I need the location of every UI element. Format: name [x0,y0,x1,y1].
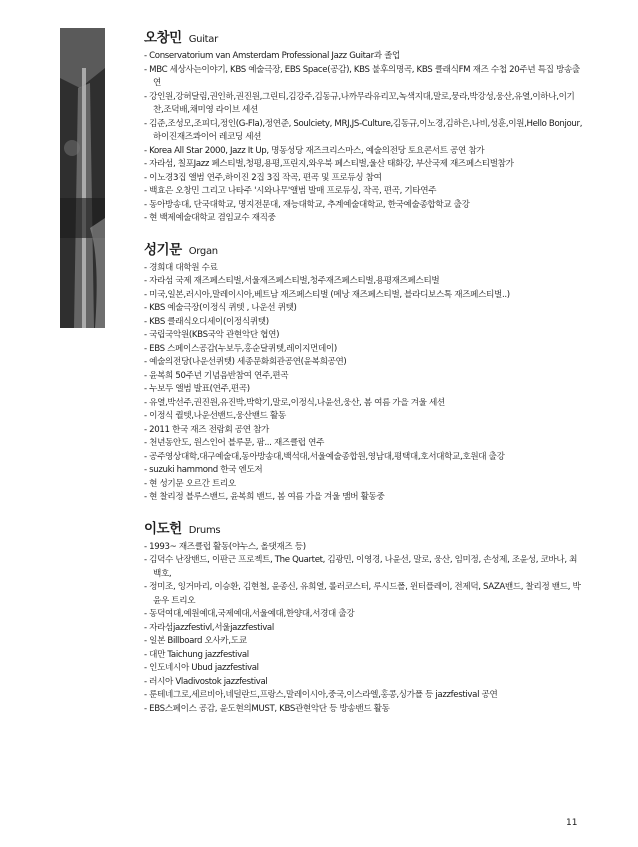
musician-section-drums [144,519,584,717]
musician-role: Organ [188,245,218,257]
musician-heading [144,240,584,261]
musician-list [144,28,584,730]
career-item: - suzuki hammond 한국 엔도저 [144,464,584,478]
career-item: - 자라섬jazzfestivl,서울jazzfestival [144,622,584,636]
career-item: - 천년동안도, 원스인어 블루문, 팜... 재즈클럽 연주 [144,437,584,451]
career-item: - KBS 예술극장(이정식 퀴텟 , 나운선 퀴텟) [144,302,584,316]
career-item: - 일본 Billboard 오사카,도쿄 [144,635,584,649]
career-item: - 공주영상대학,대구예술대,동아방송대,백석대,서울예술종합원,영남대,평택대,호서대학교,호원대 출강 [144,451,584,465]
career-item: - EBS스페이스 공감, 윤도현의MUST, KBS관현악단 등 방송밴드 활동 [144,703,584,717]
career-item: - Conservatorium van Amsterdam Professional Jazz Guitar과 졸업 [144,50,584,64]
career-item: - 누보두 앨범 발표(연주,편곡) [144,383,584,397]
career-item: - 국립국악원(KBS국악 관현악단 협연) [144,329,584,343]
guitar-photo-illustration [60,28,105,328]
career-item: - 예술의전당(나운선퀴텟) 세종문화회관공연(윤복희공연) [144,356,584,370]
career-item: - 유열,박선주,권진원,유진박,박학기,말로,이정식,나윤선,웅산, 봄 여름 가을 겨울 세션 [144,397,584,411]
career-item: - 룬테네그로,세르비아,네덜란드,프랑스,말레이시아,중국,이스라엘,홍콩,싱가폴 등 jazzfestival 공연 [144,689,584,703]
musician-heading [144,28,584,49]
page-number: 11 [566,818,578,828]
career-item: - 대만 Taichung jazzfestival [144,649,584,663]
musician-heading [144,519,584,540]
career-item: - 인도네시아 Ubud jazzfestival [144,662,584,676]
career-item: - 동덕여대,예원예대,국제예대,서울예대,한양대,서경대 출강 [144,608,584,622]
musician-name: 오창민 [144,30,182,46]
career-item: - 정미조, 잉거마리, 이승환, 김현철, 윤종신, 유희열, 롤러코스터, 루시드폴, 윈터플레이, 전제덕, SAZA밴드, 찰리정 밴드, 박윤우 트리오 [144,581,584,608]
career-item: - 이정식 퀄텟,나운선밴드,웅산밴드 활동 [144,410,584,424]
career-item: - 1993~ 재즈클럽 활동(야누스, 올댓재즈 등) [144,541,584,555]
career-item: - 김덕수 난장밴드, 이판근 프로젝트, The Quartet, 김광민, 이영경, 나윤선, 말로, 웅산, 임미정, 손성제, 조윤성, 코바나, 최백호, [144,554,584,581]
musician-role: Guitar [188,34,218,45]
musician-section-organ [144,240,584,505]
career-item: - 경희대 대학원 수료 [144,262,584,276]
career-item: - MBC 세상사는이야기, KBS 예술극장, EBS Space(공감), KBS 불후의명곡, KBS 클래식FM 재즈 수첩 20주년 특집 방송출연 [144,64,584,91]
career-item: - 동아방송대, 단국대학교, 명지전문대, 재능대학교, 추계예술대학교, 한국예술종합학교 출강 [144,199,584,213]
career-item: - 자라섬 국제 재즈페스티벌,서울재즈페스티벌,청주재즈페스티벌,용평재즈페스티벌 [144,275,584,289]
career-item: - 김준,조성모,조피디,정인(G-Fla),정연준, Soulciety, MRJ,JS-Culture,김동규,이노경,김하은,나비,성훈,이원,Hello Bonjour,하이진재즈콰이어 레코딩 세션 [144,118,584,145]
career-item: - 2011 한국 재즈 전람회 공연 참가 [144,424,584,438]
career-item: - 미국,일본,러시아,말레이시아,베트남 재즈페스티벌 (메낭 재즈페스티벌, 블라디보스톡 재즈페스티벌..) [144,289,584,303]
career-item: - 현 백제예술대학교 겸임교수 재직중 [144,212,584,226]
musician-name: 성기문 [144,241,182,258]
career-item: - Korea All Star 2000, Jazz It Up, 명동성당 재즈크리스마스, 예술의전당 토요콘서트 공연 참가 [144,145,584,159]
career-item: - EBS 스페이스공감(누보두,홍순달퀴텟,레이지먼데이) [144,343,584,357]
career-item: - 현 찰리정 블루스밴드, 윤복희 밴드, 봄 여름 가을 겨울 맴버 활동중 [144,491,584,505]
career-list [144,541,584,717]
career-list [144,262,584,505]
career-item: - 백효은 오창민 그리고 나타주 '시와나무'앨범 발매 프로듀싱, 작곡, 편곡, 기타연주 [144,185,584,199]
musician-section-guitar [144,28,584,226]
career-item: - 강인원,강허달림,권인하,권진원,그린티,김강주,김동규,나까무라유리꼬,녹색지대,말로,뭉라,박강성,웅산,유열,이하나,이기찬,조덕배,채미영 라이브 세션 [144,91,584,118]
musician-name: 이도헌 [144,520,182,537]
guitarist-photo [60,28,105,328]
career-item: - 현 성기문 오르간 트리오 [144,478,584,492]
career-item: - 이노경3집 앨범 연주,하이진 2집 3집 작곡, 편곡 및 프로듀싱 참여 [144,172,584,186]
musician-role: Drums [188,524,221,536]
career-item: - 러시아 Vladivostok jazzfestival [144,676,584,690]
career-item: - KBS 클래식오디세이(이정식퀴텟) [144,316,584,330]
career-list [144,50,584,226]
career-item: - 자라섬, 칠포Jazz 페스티벌,청평,용평,프린지,와우북 페스티벌,울산 태화강, 부산국제 재즈페스티벌참가 [144,158,584,172]
career-item: - 윤복희 50주년 기념음반참여 연주,편곡 [144,370,584,384]
